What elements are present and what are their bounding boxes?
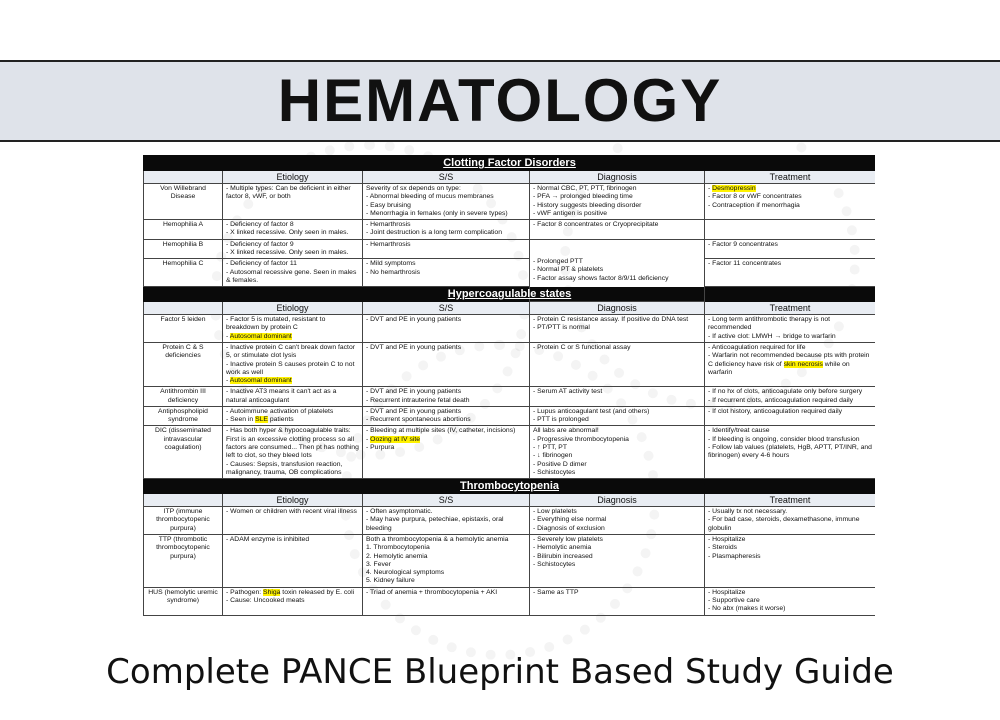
section-title: Clotting Factor Disorders bbox=[144, 156, 876, 171]
row-name: Antiphospholipid syndrome bbox=[144, 406, 223, 426]
cell-line: - Hemolytic anemia bbox=[533, 544, 592, 552]
table-row bbox=[144, 406, 876, 426]
cell-line: - Same as TTP bbox=[533, 588, 579, 596]
cell-line: - Bleeding at multiple sites (IV, catheter, incisions) bbox=[366, 427, 516, 435]
highlighted-text: Autosomal dominant bbox=[229, 377, 292, 385]
cell-line: - Supportive care bbox=[708, 596, 760, 604]
row-name: ITP (immune thrombocytopenic purpura) bbox=[144, 507, 223, 535]
cell-diagnosis bbox=[530, 387, 705, 407]
cell-line: - Serum AT activity test bbox=[533, 388, 603, 396]
cell-line: - Purpura bbox=[366, 444, 395, 452]
column-header-diagnosis: Diagnosis bbox=[530, 494, 705, 507]
cell-line: - If no hx of clots, anticoagulate only before surgery bbox=[708, 388, 863, 396]
cell-line: - X linked recessive. Only seen in males. bbox=[226, 229, 349, 237]
cell-line: 1. Thrombocytopenia bbox=[366, 544, 430, 552]
row-name: Hemophilia C bbox=[144, 259, 223, 287]
cell-line: - Desmopressin bbox=[708, 185, 756, 192]
cell-ss bbox=[363, 220, 530, 240]
column-header-treatment: Treatment bbox=[705, 171, 876, 184]
cell-line: - Hemarthrosis bbox=[366, 240, 411, 248]
cell-line: 2. Hemolytic anemia bbox=[366, 552, 428, 560]
cell-line: - Severely low platelets bbox=[533, 536, 603, 543]
cell-line: - Diagnosis of exclusion bbox=[533, 524, 605, 532]
cell-line: - Menorrhagia in females (only in severe types) bbox=[366, 209, 508, 217]
cell-line: - Triad of anemia + thrombocytopenia + AKI bbox=[366, 588, 498, 596]
cell-etiology bbox=[223, 406, 363, 426]
cell-line: - Factor 8 or vWF concentrates bbox=[708, 193, 802, 201]
cell-ss bbox=[363, 184, 530, 220]
column-header-ss: S/S bbox=[363, 494, 530, 507]
cell-etiology bbox=[223, 239, 363, 259]
column-header-diagnosis: Diagnosis bbox=[530, 171, 705, 184]
column-header-etiology: Etiology bbox=[223, 494, 363, 507]
cell-ss bbox=[363, 239, 530, 259]
cell-line: - Positive D dimer bbox=[533, 460, 587, 468]
row-name: TTP (thrombotic thrombocytopenic purpura) bbox=[144, 535, 223, 588]
cell-ss bbox=[363, 535, 530, 588]
cell-line: - Inactive protein C can't break down factor 5, or stimulate clot lysis bbox=[226, 343, 355, 360]
row-name: Factor 5 leiden bbox=[144, 315, 223, 343]
page-title: HEMATOLOGY bbox=[277, 67, 723, 134]
cell-ss bbox=[363, 387, 530, 407]
cell-line: - Causes: Sepsis, transfusion reaction, malignancy, trauma, OB complications bbox=[226, 460, 343, 476]
cell-line: - PFA → prolonged bleeding time bbox=[533, 193, 633, 201]
cell-line: - Usually tx not necessary. bbox=[708, 508, 788, 516]
highlighted-text: Oozing at IV site bbox=[370, 435, 421, 443]
highlighted-text: skin necrosis bbox=[783, 360, 823, 368]
cell-treatment bbox=[705, 387, 876, 407]
cell-line: - Factor 9 concentrates bbox=[708, 240, 778, 248]
cell-line: - Autoimmune activation of platelets bbox=[226, 407, 334, 415]
column-header-blank bbox=[144, 494, 223, 507]
cell-line: - Normal CBC, PT, PTT, fibrinogen bbox=[533, 185, 637, 192]
cell-ss bbox=[363, 259, 530, 287]
cell-line: - Mild symptoms bbox=[366, 260, 416, 268]
cell-line: - ADAM enzyme is inhibited bbox=[226, 536, 310, 543]
cell-etiology bbox=[223, 315, 363, 343]
table-row bbox=[144, 220, 876, 240]
cell-diagnosis bbox=[530, 587, 705, 615]
cell-line: - Protein C resistance assay. If positive do DNA test bbox=[533, 316, 689, 324]
cell-line: - Inactive AT3 means it can't act as a natural anticoagulant bbox=[226, 388, 337, 404]
cell-line: 4. Neurological symptoms bbox=[366, 569, 445, 577]
cell-line: - Prolonged PTT bbox=[533, 257, 583, 265]
cell-line: - Schistocytes bbox=[533, 468, 576, 476]
table-row bbox=[144, 259, 876, 287]
column-header-treatment: Treatment bbox=[705, 494, 876, 507]
cell-treatment bbox=[705, 315, 876, 343]
cell-line: - Factor 11 concentrates bbox=[708, 260, 782, 268]
cell-ss bbox=[363, 507, 530, 535]
cell-ss bbox=[363, 406, 530, 426]
cell-line: Both a thrombocytopenia & a hemolytic anemia bbox=[366, 536, 509, 543]
cell-line: - Hospitalize bbox=[708, 536, 746, 543]
cell-line: - Normal PT & platelets bbox=[533, 266, 604, 274]
column-header-ss: S/S bbox=[363, 171, 530, 184]
cell-line: - Hospitalize bbox=[708, 588, 746, 596]
row-name: Hemophilia A bbox=[144, 220, 223, 240]
cell-line: - No hemarthrosis bbox=[366, 268, 421, 276]
cell-etiology bbox=[223, 259, 363, 287]
cell-line: - Deficiency of factor 9 bbox=[226, 240, 294, 248]
footer-caption: Complete PANCE Blueprint Based Study Guide bbox=[106, 652, 894, 692]
cell-etiology bbox=[223, 426, 363, 479]
column-header-etiology: Etiology bbox=[223, 302, 363, 315]
cell-diagnosis bbox=[530, 342, 705, 386]
cell-line: - Joint destruction is a long term complication bbox=[366, 229, 502, 237]
section-header bbox=[144, 287, 876, 302]
cell-line: - PT/PTT is normal bbox=[533, 324, 590, 332]
section-header bbox=[144, 156, 876, 171]
cell-etiology bbox=[223, 587, 363, 615]
cell-ss bbox=[363, 426, 530, 479]
cell-diagnosis bbox=[530, 507, 705, 535]
cell-line: - Cause: Uncooked meats bbox=[226, 596, 305, 604]
cell-line: - DVT and PE in young patients bbox=[366, 407, 462, 415]
section-header bbox=[144, 479, 876, 494]
table-body bbox=[144, 156, 876, 616]
cell-line: - For bad case, steroids, dexamethasone, immune globulin bbox=[708, 516, 860, 532]
cell-line: - Autosomal dominant bbox=[226, 332, 292, 340]
highlighted-text: SLE bbox=[255, 416, 268, 424]
cell-line: - Follow lab values (platelets, HgB, APTT, PT/INR, and fibrinogen) every 4-6 hours bbox=[708, 444, 872, 460]
table-row bbox=[144, 315, 876, 343]
cell-treatment bbox=[705, 587, 876, 615]
column-header-ss: S/S bbox=[363, 302, 530, 315]
cell-line: - DVT and PE in young patients bbox=[366, 316, 462, 324]
cell-line: - X linked recessive. Only seen in males. bbox=[226, 248, 349, 256]
cell-line: - Inactive protein S causes protein C to not work as well bbox=[226, 360, 355, 376]
cell-line: 3. Fever bbox=[366, 560, 391, 568]
section-title: Thrombocytopenia bbox=[144, 479, 876, 494]
cell-line: - Deficiency of factor 8 bbox=[226, 221, 294, 229]
cell-line: - Seen in SLE patients bbox=[226, 416, 294, 424]
cell-line: - Multiple types: Can be deficient in either factor 8, vWF, or both bbox=[226, 185, 351, 201]
column-header-row bbox=[144, 171, 876, 184]
cell-line: - DVT and PE in young patients bbox=[366, 388, 462, 396]
highlighted-text: Autosomal dominant bbox=[229, 332, 292, 340]
column-header-diagnosis: Diagnosis bbox=[530, 302, 705, 315]
column-header-row bbox=[144, 302, 876, 315]
cell-line: - Anticoagulation required for life bbox=[708, 343, 806, 351]
row-name: DIC (disseminated intravascular coagulation) bbox=[144, 426, 223, 479]
table-row bbox=[144, 426, 876, 479]
cell-line: All labs are abnormal! bbox=[533, 427, 599, 435]
cell-diagnosis bbox=[530, 315, 705, 343]
cell-line: - May have purpura, petechiae, epistaxis, oral bleeding bbox=[366, 516, 504, 532]
cell-line: - DVT and PE in young patients bbox=[366, 343, 462, 351]
cell-line: - Protein C or S functional assay bbox=[533, 343, 631, 351]
cell-line: - Progressive thrombocytopenia bbox=[533, 435, 629, 443]
cell-ss bbox=[363, 587, 530, 615]
cell-treatment bbox=[705, 426, 876, 479]
cell-line: - Deficiency of factor 11 bbox=[226, 260, 297, 268]
study-guide-table bbox=[143, 155, 875, 616]
cell-line: - Autosomal recessive gene. Seen in males & females. bbox=[226, 268, 357, 284]
cell-line: - No abx (makes it worse) bbox=[708, 605, 786, 613]
cell-line: - Factor 8 concentrates or Cryoprecipitate bbox=[533, 221, 659, 229]
cell-line: 5. Kidney failure bbox=[366, 577, 415, 585]
cell-diagnosis bbox=[530, 184, 705, 220]
cell-line: - Often asymptomatic. bbox=[366, 508, 433, 516]
cell-line: - ↑ PTT, PT bbox=[533, 444, 567, 452]
study-guide-table-container bbox=[143, 155, 875, 639]
cell-line: - PTT is prolonged bbox=[533, 416, 589, 424]
highlighted-text: Desmopressin bbox=[712, 185, 756, 192]
cell-line: - Hemarthrosis bbox=[366, 221, 411, 229]
cell-treatment bbox=[705, 184, 876, 220]
cell-etiology bbox=[223, 342, 363, 386]
cell-line: - Oozing at IV site bbox=[366, 435, 421, 443]
cell-line: - Factor 5 is mutated, resistant to breakdown by protein C bbox=[226, 316, 326, 332]
row-name: Antithrombin III deficiency bbox=[144, 387, 223, 407]
cell-diagnosis bbox=[530, 426, 705, 479]
cell-treatment bbox=[705, 239, 876, 259]
section-title: Hypercoagulable states bbox=[144, 287, 876, 302]
cell-line: - If bleeding is ongoing, consider blood transfusion bbox=[708, 435, 860, 443]
cell-line: - Schistocytes bbox=[533, 560, 576, 568]
row-name: Protein C & S deficiencies bbox=[144, 342, 223, 386]
cell-line: - Long term antithrombotic therapy is not recommended bbox=[708, 316, 831, 332]
column-header-etiology: Etiology bbox=[223, 171, 363, 184]
cell-ss bbox=[363, 315, 530, 343]
cell-etiology bbox=[223, 507, 363, 535]
cell-line: - Warfarin not recommended because pts with protein C deficiency have risk of skin necrosis while on warfarin bbox=[708, 352, 870, 376]
cell-line: - vWF antigen is positive bbox=[533, 209, 608, 217]
cell-line: - Identify/treat cause bbox=[708, 427, 770, 435]
column-header-treatment: Treatment bbox=[705, 302, 876, 315]
table-row bbox=[144, 587, 876, 615]
cell-line: - Women or children with recent viral illness bbox=[226, 508, 357, 516]
cell-etiology bbox=[223, 535, 363, 588]
table-row bbox=[144, 184, 876, 220]
cell-line: - Has both hyper & hypocoagulable traits: First is an excessive clotting process so all factors are consumed... Then pt has nothing left to clot, so they bleed lots bbox=[226, 427, 359, 460]
cell-line: - Lupus anticoagulant test (and others) bbox=[533, 407, 650, 415]
column-header-row bbox=[144, 494, 876, 507]
highlighted-text: Shiga bbox=[263, 588, 281, 596]
table-row bbox=[144, 507, 876, 535]
table-row bbox=[144, 535, 876, 588]
cell-treatment bbox=[705, 507, 876, 535]
table-row bbox=[144, 239, 876, 259]
cell-line: - Everything else normal bbox=[533, 516, 607, 524]
cell-etiology bbox=[223, 220, 363, 240]
cell-line: - Bilirubin increased bbox=[533, 552, 593, 560]
cell-line: - Recurrent intrauterine fetal death bbox=[366, 396, 470, 404]
cell-etiology bbox=[223, 387, 363, 407]
cell-line: - Contraception if menorrhagia bbox=[708, 201, 800, 209]
table-row bbox=[144, 342, 876, 386]
cell-line: - If active clot: LMWH → bridge to warfarin bbox=[708, 332, 836, 340]
cell-line: - If clot history, anticoagulation required daily bbox=[708, 407, 842, 415]
cell-line: Severity of sx depends on type: bbox=[366, 185, 461, 192]
cell-line: - Plasmapheresis bbox=[708, 552, 761, 560]
cell-line: - Abnormal bleeding of mucus membranes bbox=[366, 193, 494, 201]
cell-line: - Autosomal dominant bbox=[226, 377, 292, 385]
row-name: HUS (hemolytic uremic syndrome) bbox=[144, 587, 223, 615]
row-name: Von Willebrand Disease bbox=[144, 184, 223, 220]
cell-diagnosis bbox=[530, 406, 705, 426]
cell-line: - History suggests bleeding disorder bbox=[533, 201, 642, 209]
column-header-blank bbox=[144, 171, 223, 184]
cell-ss bbox=[363, 342, 530, 386]
cell-treatment bbox=[705, 342, 876, 386]
cell-treatment bbox=[705, 259, 876, 287]
cell-treatment bbox=[705, 535, 876, 588]
cell-line: - ↓ fibrinogen bbox=[533, 452, 573, 460]
cell-line: - If recurrent clots, anticoagulation required daily bbox=[708, 396, 854, 404]
cell-line: - Steroids bbox=[708, 544, 738, 552]
cell-line: - Pathogen: Shiga toxin released by E. coli bbox=[226, 588, 355, 596]
row-name: Hemophilia B bbox=[144, 239, 223, 259]
cell-treatment bbox=[705, 406, 876, 426]
cell-etiology bbox=[223, 184, 363, 220]
cell-line: - Low platelets bbox=[533, 508, 577, 516]
table-row bbox=[144, 387, 876, 407]
cell-treatment bbox=[530, 220, 705, 240]
cell-line: - Factor assay shows factor 8/9/11 deficiency bbox=[533, 274, 669, 282]
cell-line: - Recurrent spontaneous abortions bbox=[366, 416, 471, 424]
cell-line: - Easy bruising bbox=[366, 201, 411, 209]
cell-diagnosis bbox=[530, 535, 705, 588]
column-header-blank bbox=[144, 302, 223, 315]
